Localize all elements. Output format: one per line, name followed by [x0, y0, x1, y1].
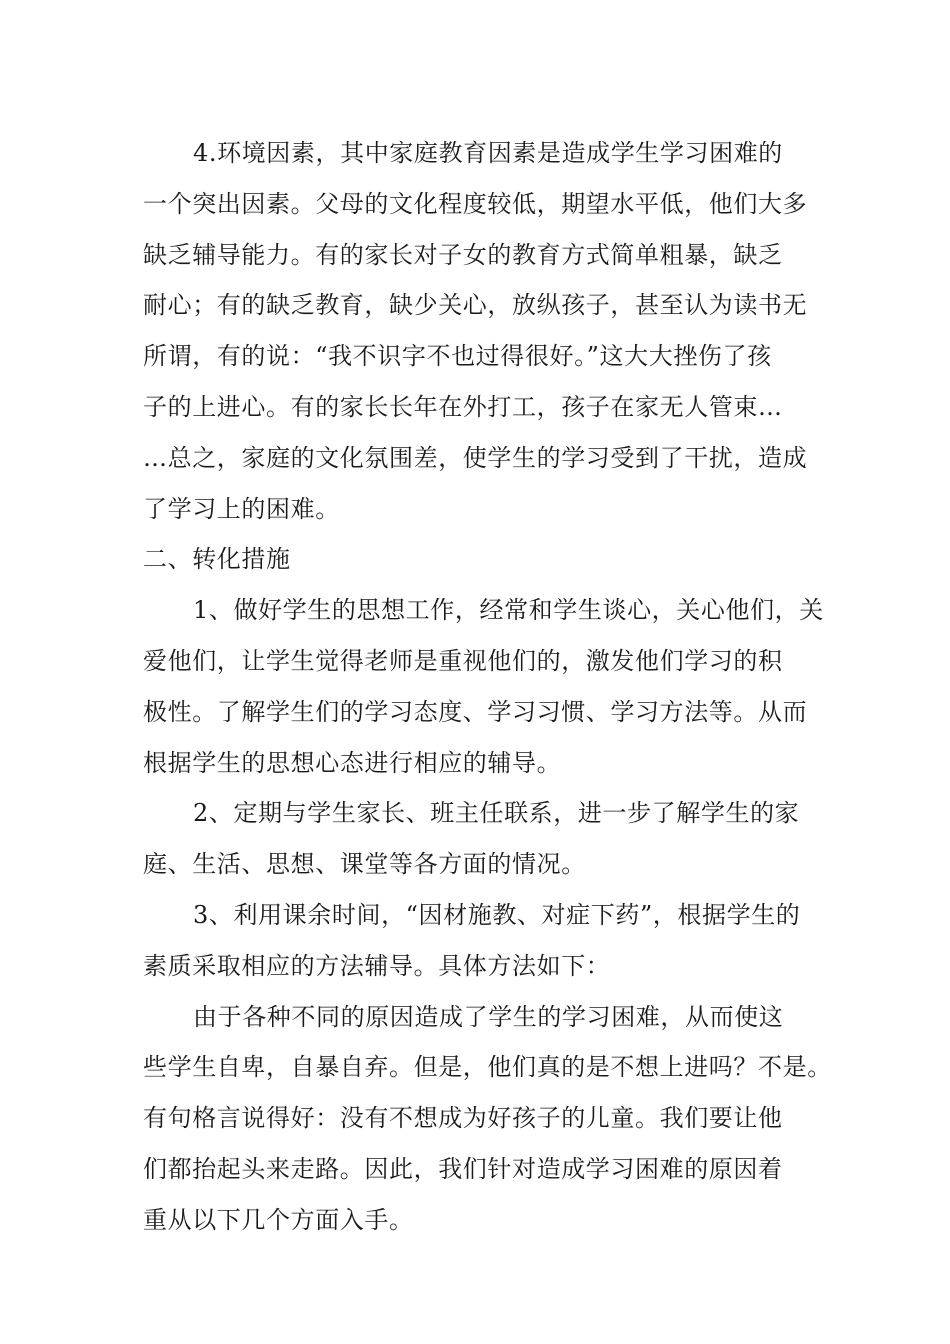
- paragraph-line: 子的上进心。有的家长长年在外打工，孩子在家无人管束…: [143, 392, 783, 421]
- paragraph-line: 1、做好学生的思想工作，经常和学生谈心，关心他们，关: [193, 596, 824, 625]
- paragraph-line: 极性。了解学生们的学习态度、学习习惯、学习方法等。从而: [143, 697, 808, 726]
- paragraph-line: 3、利用课余时间，“因材施教、对症下药”，根据学生的: [193, 900, 801, 929]
- paragraph-line: 些学生自卑，自暴自弃。但是，他们真的是不想上进吗？不是。: [143, 1053, 832, 1082]
- paragraph-line: 了学习上的困难。: [143, 494, 340, 523]
- paragraph-line: 根据学生的思想心态进行相应的辅导。: [143, 748, 562, 777]
- paragraph-line: 4.环境因素，其中家庭教育因素是造成学生学习困难的: [193, 139, 783, 167]
- paragraph-line: 重从以下几个方面入手。: [143, 1205, 414, 1234]
- paragraph-line: 由于各种不同的原因造成了学生的学习困难，从而使这: [193, 1002, 784, 1031]
- paragraph-line: 们都抬起头来走路。因此，我们针对造成学习困难的原因着: [143, 1154, 783, 1183]
- paragraph-line: 2、定期与学生家长、班主任联系，进一步了解学生的家: [193, 799, 800, 828]
- paragraph-line: 所谓，有的说：“我不识字不也过得很好。”这大大挫伤了孩: [143, 342, 772, 371]
- paragraph-line: 有句格言说得好：没有不想成为好孩子的儿童。我们要让他: [143, 1104, 783, 1133]
- paragraph-line: 素质采取相应的方法辅导。具体方法如下：: [143, 951, 611, 980]
- paragraph-line: 缺乏辅导能力。有的家长对子女的教育方式简单粗暴，缺乏: [143, 240, 783, 269]
- paragraph-line: 庭、生活、思想、课堂等各方面的情况。: [143, 850, 586, 879]
- document-body: [143, 128, 832, 1246]
- paragraph-line: 一个突出因素。父母的文化程度较低，期望水平低，他们大多: [143, 189, 808, 218]
- paragraph-line: 耐心；有的缺乏教育，缺少关心，放纵孩子，甚至认为读书无: [143, 291, 808, 320]
- paragraph-line: 爱他们，让学生觉得老师是重视他们的，激发他们学习的积: [143, 646, 783, 675]
- paragraph-line: …总之，家庭的文化氛围差，使学生的学习受到了干扰，造成: [143, 443, 808, 472]
- section-heading: 二、转化措施: [143, 545, 291, 574]
